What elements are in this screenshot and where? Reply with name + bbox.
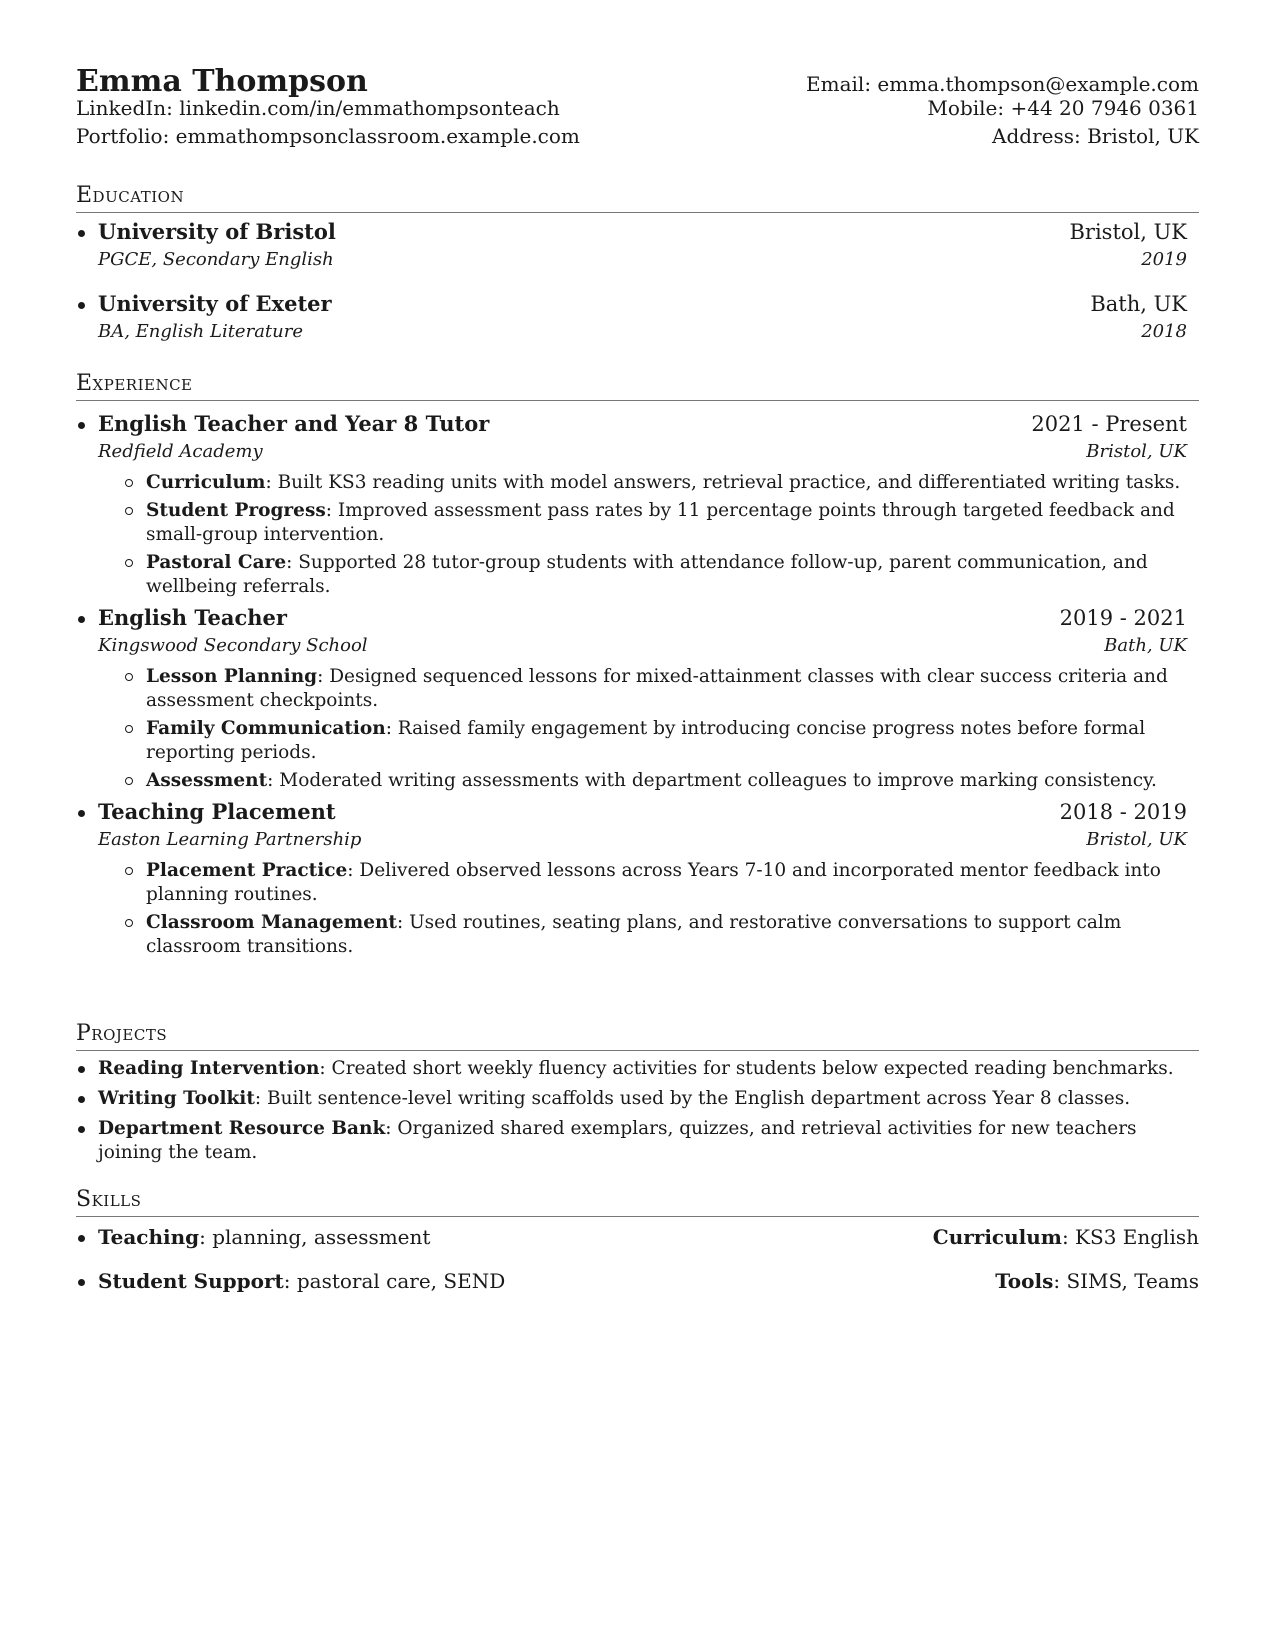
circle-bullet-icon	[125, 559, 133, 567]
skills-row: Teaching: planning, assessment Curriculum: KS3 English	[76, 1225, 1199, 1269]
contact-portfolio[interactable]: Portfolio: emmathompsonclassroom.example.com	[76, 124, 580, 148]
contact-mobile: Mobile: +44 20 7946 0361	[927, 96, 1199, 120]
job-dates: 2018 - 2019	[1059, 800, 1187, 824]
circle-bullet-icon	[125, 777, 133, 785]
circle-bullet-icon	[125, 673, 133, 681]
resume-header	[76, 66, 1199, 152]
section-title-projects: Projects	[76, 1020, 1199, 1051]
degree-date: 2018	[1141, 321, 1187, 342]
experience-entry	[76, 411, 1199, 599]
bullet-icon	[78, 810, 85, 817]
degree: PGCE, Secondary English	[98, 249, 334, 270]
list-item: Department Resource Bank: Organized shared exemplars, quizzes, and retrieval activities for new teachers joining the team.	[98, 1117, 1199, 1165]
job-organization: Redfield Academy	[98, 441, 263, 462]
list-item: Reading Intervention: Created short weekly fluency activities for students below expected reading benchmarks.	[98, 1057, 1199, 1081]
degree-date: 2019	[1141, 249, 1187, 270]
list-item: Classroom Management: Used routines, seating plans, and restorative conversations to support calm classroom transitions.	[146, 911, 1199, 959]
job-dates: 2019 - 2021	[1059, 606, 1187, 630]
contact-address: Address: Bristol, UK	[992, 124, 1199, 148]
job-role: Teaching Placement	[98, 799, 336, 824]
circle-bullet-icon	[125, 479, 133, 487]
list-item: Family Communication: Raised family engagement by introducing concise progress notes before formal reporting periods.	[146, 717, 1199, 765]
bullet-icon	[78, 1096, 85, 1103]
list-item: Placement Practice: Delivered observed lessons across Years 7-10 and incorporated mentor feedback into planning routines.	[146, 859, 1199, 907]
experience-entry	[76, 605, 1199, 793]
bullet-icon	[78, 616, 85, 623]
job-location: Bath, UK	[1104, 635, 1187, 656]
skills-row: Student Support: pastoral care, SEND Tools: SIMS, Teams	[76, 1269, 1199, 1313]
circle-bullet-icon	[125, 919, 133, 927]
job-role: English Teacher and Year 8 Tutor	[98, 411, 490, 436]
bullet-icon	[78, 230, 85, 237]
list-item: Curriculum: Built KS3 reading units with model answers, retrieval practice, and differentiated writing tasks.	[146, 471, 1199, 495]
list-item: Assessment: Moderated writing assessments with department colleagues to improve marking consistency.	[146, 769, 1199, 793]
job-location: Bristol, UK	[1086, 829, 1187, 850]
education-entry	[76, 219, 1199, 277]
circle-bullet-icon	[125, 867, 133, 875]
bullet-icon	[78, 1235, 85, 1242]
experience-entry	[76, 799, 1199, 959]
list-item: Student Progress: Improved assessment pass rates by 11 percentage points through targeted feedback and small-group intervention.	[146, 499, 1199, 547]
job-location: Bristol, UK	[1086, 441, 1187, 462]
job-role: English Teacher	[98, 605, 287, 630]
school-location: Bath, UK	[1090, 292, 1187, 316]
job-organization: Easton Learning Partnership	[98, 829, 362, 850]
circle-bullet-icon	[125, 507, 133, 515]
circle-bullet-icon	[125, 725, 133, 733]
bullet-icon	[78, 422, 85, 429]
bullet-icon	[78, 1279, 85, 1286]
contact-email[interactable]: Email: emma.thompson@example.com	[806, 72, 1199, 96]
list-item: Pastoral Care: Supported 28 tutor-group students with attendance follow-up, parent communication, and wellbeing referrals.	[146, 551, 1199, 599]
job-dates: 2021 - Present	[1031, 412, 1187, 436]
skills-section	[76, 1186, 1199, 1313]
experience-section	[76, 370, 1199, 963]
section-title-education: Education	[76, 182, 1199, 213]
section-title-experience: Experience	[76, 370, 1199, 401]
degree: BA, English Literature	[98, 321, 304, 342]
bullet-icon	[78, 1126, 85, 1133]
contact-linkedin[interactable]: LinkedIn: linkedin.com/in/emmathompsonteach	[76, 96, 560, 120]
candidate-name: Emma Thompson	[76, 64, 368, 99]
job-organization: Kingswood Secondary School	[98, 635, 368, 656]
school-name: University of Exeter	[98, 291, 332, 316]
list-item: Writing Toolkit: Built sentence-level writing scaffolds used by the English department across Year 8 classes.	[98, 1087, 1199, 1111]
list-item: Lesson Planning: Designed sequenced lessons for mixed-attainment classes with clear success criteria and assessment checkpoints.	[146, 665, 1199, 713]
school-location: Bristol, UK	[1069, 220, 1187, 244]
projects-section	[76, 1020, 1199, 1171]
education-entry	[76, 291, 1199, 349]
bullet-icon	[78, 1066, 85, 1073]
bullet-icon	[78, 302, 85, 309]
section-title-skills: Skills	[76, 1186, 1199, 1217]
school-name: University of Bristol	[98, 219, 336, 244]
education-section	[76, 182, 1199, 349]
